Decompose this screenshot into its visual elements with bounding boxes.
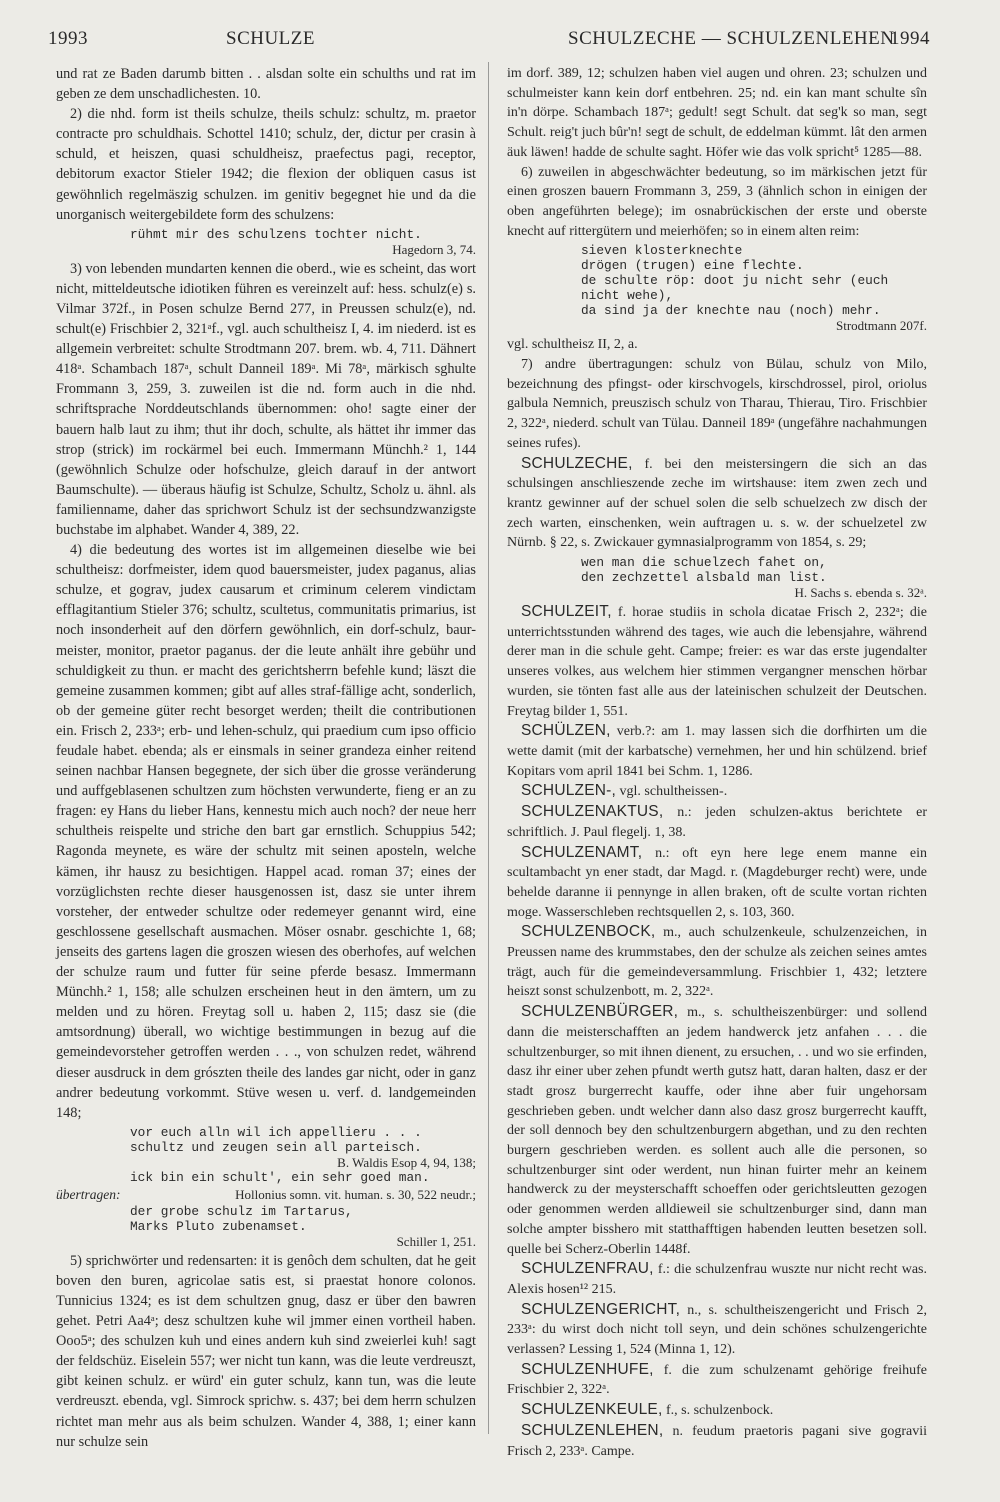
entry-body: f., s. schulzenbock. [665,1403,774,1419]
quote-line: sieven klosterknechte [581,243,743,259]
entry-headword: SCHULZENAKTUS, [521,803,664,821]
entry-body: n., s. schultheiszengericht und Frisch 2, 233ᵃ: du wirst doch nicht toll seyn, und dein schönes schulzengerichte verlassen? Lessing 1, 524 (Minna 1, 12). [507,1302,927,1358]
dictionary-entry [507,781,927,802]
entry-headword: SCHULZENBÜRGER, [521,1003,679,1021]
page-number-left: 1993 [48,28,88,49]
paragraph: vgl. schultheisz II, 2, a. [507,337,638,353]
quotation [130,227,476,257]
column-divider [488,62,489,1434]
quote-line: drögen (trugen) eine flechte. [581,258,804,274]
quotation [130,1204,476,1249]
entry-headword: SCHULZENAMT, [521,843,643,861]
quote-source: Strodtmann 207f. [836,318,927,334]
quote-line: da sind ja der knechte nau (noch) mehr. [581,303,881,319]
paragraph: 7) andre übertragungen: schulz von Bülau, schulz von Milo, bezeichnung des pfingst- oder kirschvogels, kirschdrossel, pirol, oriolus galbula Nemnich, preuszisch schulz von Tharau, Thierau, Tiro. Frischbier 2, 322ᵃ, niederd. schult van Tülau. Danneil 189ᵃ (ungefähre nachahmungen seines rufes). [507,357,927,451]
paragraph: 6) zuweilen in abgeschwächter bedeutung, so im märkischen jetzt für einen groszen bauern Frommann 3, 259, 3 (ähnlich schon in einigen der oben angeführten belege); im osnabrückischen der erste und oberste knecht auf rittergütern und meierhöfen; so in einem alten reim: [507,164,927,239]
paragraph: 2) die nhd. form ist theils schulze, theils schulz: schultz, m. praetor contracte pro schuldhais. Schottel 1410; schulz, der, dictur per crasin à schuld, et heiszen, quasi schuldheisz, praefectus pagi, receptor, debitorum exactor Stieler 1942; die flexion der obliquen casus ist gewöhnlich regelmäszig schulzen. im genitiv begegnet hie und da die unorganisch weitergebildete form des schulzens: [56,106,476,223]
entry-body: m., s. schultheiszenbürger: und sollend dann die meisterschafften an jedem handwerck jetz anfahen . . . die schultzenburger, so mit ihnen dienent, zu ersuchen, . . und wo sie erfinden, dasz ihr einer uber zehen pfundt werth gutsz hatt, daran halten, dasz er der stadt grosz burgerrecht kauffe, oder ihne aber fuir ungehorsam geschrieben geben. undt welcher dann also dasz grosz burgerrecht kaufft, der soll dennoch bey den schultzenburgern abgethan, und zu den rechten burgern geschrieben werden. es sollent auch alle die personen, so schultzenburger sint oder werdent, nun hinan fuirter mehr an keinem handwerck zu der meysterschafft schoeffen oder gerichtsleutten gezogen oder genommen werden alldieweil sie schultzenburger sind, dann man solche ampter bisshero mit statthafftigen habenden leutten besetzen soll. quelle bei Scherz-Oberlin 1448f. [507,1005,928,1257]
entry-headword: SCHULZEIT, [521,603,612,621]
quotation [581,555,927,600]
quote-line: Marks Pluto zubenamset. [130,1218,307,1234]
running-head-left: SCHULZE [226,28,315,49]
entry-body: verb.?: am 1. may lassen sich die dorfhirten um die wette damit (mit der karbatsche) vernehmen, her und hin schülzend. brief Kopitars vom april 1841 bei Schm. 1, 1286. [507,724,928,779]
quote-line: schultz und zeugen sein all parteisch. [130,1139,422,1155]
paragraph: im dorf. 389, 12; schulzen haben viel augen und ohren. 23; schulzen und schulmeister kann kein dorf entbehren. 25; nd. ein kan mant schulte sîn in'n dörpe. Schambach 187ᵃ; gedult! segt Schult. dat seg'k so man, segt Schult. reig't juch bûr'n! segt de schult, de eddelman kümmt. lât den armen äuk läwen! hadde de schulte saght. Höfer wie das volk spricht⁵ 1285—88. [507,66,927,160]
dictionary-entry [507,1002,927,1259]
entry-body: f. bei den meistersingern die sich an das schulsingen anschlieszende zeche im wirtshause: item zwen zech und krantz gewinner auf der schuel solen die selb schuelzech zw disch der zech warten, einschenken, wein auftragen u. s. w. der schuelzetel zw Nürnb. § 22, s. Zwickauer gymnasialprogramm von 1854, s. 29; [507,456,927,551]
entry-headword: SCHÜLZEN, [521,722,611,740]
entry-headword: SCHULZENKEULE, [521,1401,663,1419]
dictionary-entry [507,721,927,781]
dictionary-entry [507,1259,927,1299]
entry-headword: SCHULZEN-, [521,782,617,800]
quotation-label-row [56,1187,476,1202]
entry-body: m., auch schulzenkeule, schulzenzeichen, in Preussen name des krummstabes, den der schulze als zeichen seines amtes trägt, auch für die gemeindeversammlung. Frischbier 1, 432; letztere heiszt sonst schulzenbott, m. 2, 322ᵃ. [507,925,928,1000]
entry-body: f. die zum schulzenamt gehörige freihufe Frischbier 2, 322ᵃ. [507,1362,928,1398]
entry-body: f. horae studiis in schola dicatae Frisch 2, 232ᵃ; die unterrichtsstunden während des tages, wie auch die lebensjahre, während derer man in die schule geht. Campe; freier: es war das erste jugendalter unseres volkes, aus welchem hier stimmen vergangner menschen hörbar wurden, sie tönten fast alle aus der lateinischen schulzeit der Deutschen. Freytag bilder 1, 551. [507,605,927,719]
entry-headword: SCHULZENGERICHT, [521,1300,681,1318]
dictionary-entry [507,454,927,554]
entry-headword: SCHULZENLEHEN, [521,1421,664,1439]
paragraph: 4) die bedeutung des wortes ist im allgemeinen dieselbe wie bei schultheisz: dorfmeister, idem quod bauersmeister, judex paganus, alias schulze, et gograv, judex causarum et criminum celerem vindictam efflagitantium Stieler 376; schultz, scultetus, communitatis primarius, ist noch insonderheit auf den dörfern gewöhnlich, ein dorf-schulz, baur-meister, monitor, praetor paganus. der die leute anhält ihre gebühr und schuldigkeit zu thun. er macht des gerichtsherrn befehle kund; läszt die gemeine zusammen kommen; gibt auf alles straf-fällige acht, sonderlich, ob der gemeine güter recht besorget werden; theilt die contributionen ein. Frisch 2, 233ᵃ; erb- und lehen-schulz, qui praedium cum ipso officio feudale habet. ebenda; als er einsmals in seiner grandeza einher reitend seinen nachbar Hansen begegnete, der sich über die grosse veränderung und auffgeblasenen schultzen zum höchsten verwunderte, fieng er an zu fragen: ey Hans du lieber Hans, kennestu mich auch noch? der neue herr schultheis reispelte und striche den bart gar ernstlich. Schuppius 542; Ragonda meynete, es wäre der schultz mit seinen aposteln, welche kämen, ihr hausz zu besichtigen. Happel acad. roman 37; eines der vorzüglichsten rechte dieser hausgenossen ist, dasz sie unter ihrem vorsteher, der entweder schultze oder redemeyer genannt wird, eine geschlossene gesellschaft ausmachen. Möser osnabr. geschichte 1, 68; jenseits des gartens lagen die groszen wiesen des oberhofes, auf welchen der schulze raum und futter für seine pferde besasz. Immermann Münchh.² 1, 158; alle schulzen erscheinen heut in den ämtern, um zu melden und zu hören. Freytag soll u. haben 2, 115; dasz sie (die amtsordnung) überall, wo wichtige bestimmungen in bezug auf die gemeindevorsteher getroffen werden . . ., von schulzen redet, während dieser ausdruck in dem grószten theile des landes gar nicht, oder in ganz andrer bedeutung vorkommt. Stüve wesen u. verf. d. landgemeinden 148; [56,542,476,1121]
quotation [581,243,927,333]
dictionary-entry [507,1421,927,1461]
quote-source: B. Waldis Esop 4, 94, 138; [337,1154,476,1170]
quote-line: der grobe schulz im Tartarus, [130,1203,353,1219]
quote-source: H. Sachs s. ebenda s. 32ᵃ. [794,585,927,601]
quote-line: de schulte röp: doot ju nicht sehr (euch nicht wehe), [581,273,889,304]
quote-label: übertragen: [56,1186,121,1202]
quote-line: ick bin ein schult', ein sehr goed man. [130,1169,430,1185]
entry-headword: SCHULZENHUFE, [521,1360,654,1378]
quote-line: den zechzettel alsbald man list. [581,570,827,586]
quote-line: rühmt mir des schulzens tochter nicht. [130,226,422,242]
dictionary-entry [507,802,927,842]
right-column [507,64,927,1461]
dictionary-entry [507,602,927,721]
entry-body: vgl. schultheissen-. [619,784,728,800]
page-number-right: 1994 [890,28,930,49]
entry-headword: SCHULZECHE, [521,454,633,472]
dictionary-entry [507,1300,927,1360]
quote-source: Schiller 1, 251. [396,1233,476,1249]
dictionary-entry [507,1400,927,1421]
entry-body: n.: jeden schulzen-aktus berichtete er schriftlich. J. Paul flegelj. 1, 38. [507,805,928,840]
paragraph: 5) sprichwörter und redensarten: it is genôch dem schulten, dat he geit boven den buren, agricolae satis est, si praestat honore colonos. Tunnicius 1324; es ist dem schultzen gnug, dasz er über den bawren gehet. Petri Aa4ᵃ; desz schultzen kuhe wil jmmer einen vortheil haben. Ooo5ᵃ; des schulzen kuh und eines andern kuh sind zweierlei kuh! sagt der feldschüz. Eiselein 557; wer nicht tun kann, was die leute verdreuszt, gibt keinen schulz. er würd' ein guter schulz, kann tun, was die leute verdreuszt. ebenda, vgl. Simrock sprichw. s. 437; bei dem herrn schulzen richtet man mehr aus als beim schulzen. Wander 4, 388, 1; einer kann nur schulze sein [56,1252,476,1450]
quotation [130,1125,476,1185]
running-head-right: SCHULZECHE — SCHULZENLEHEN [568,28,895,49]
left-column [56,64,476,1452]
dictionary-entry [507,843,927,923]
entry-headword: SCHULZENFRAU, [521,1260,654,1278]
quote-line: vor euch alln wil ich appellieru . . . [130,1124,422,1140]
entry-body: n.: oft eyn here lege enem manne ein scultambacht yn ener stadt, dar Magd. r. (Magdeburger recht) were, unde behelde daranne ii pennynge in allen braken, oft de sculte vortan richten moge. Wasserschleben rechtsquellen 2, s. 103, 360. [507,845,927,920]
entry-body: f.: die schulzenfrau wuszte nur nicht recht was. Alexis hosen¹² 215. [507,1262,928,1297]
paragraph: 3) von lebenden mundarten kennen die oberd., wie es scheint, das wort nicht, mitteldeutsche idiotiken führen es vereinzelt auf: hess. schulz(e) s. Vilmar 372f., in Posen schulze Bernd 277, in Preussen schulz(e), nd. schult(e) Frischbier 2, 321ᵃf., vgl. auch schultheisz I, 4. im niederd. ist es allgemein verbreitet: schulte Strodtmann 207. brem. wb. 4, 711. Dähnert 418ᵃ. Schambach 187ᵃ, schult Danneil 189ᵃ. Mi 78ᵃ, märkisch sghulte Frommann 3, 259, 3. zuweilen ist die nd. form auch in die nhd. schriftsprache Norddeutschlands übernommen: oho! sagte einer der bauern halb laut zu ihm; thut ihr doch, schulte, als hättet ihr immer das strop (strick) im rockärmel bei euch. Immermann Münchh.² 1, 144 (gewöhnlich Schulze oder hofschulze, gleich darauf in der antwort Baumschulte). — überaus häufig ist Schulze, Schultz, Scholz u. ähnl. als familienname, daher das sprichwort Schulz ist der sechsundzwanzigste buchstabe im alphabet. Wander 4, 389, 22. [56,260,476,538]
paragraph: und rat ze Baden darumb bitten . . alsdan solte ein schulths und rat im geben ze dem unschadlichesten. 10. [56,66,476,103]
quote-source: Hagedorn 3, 74. [392,241,476,257]
quote-line: wen man die schuelzech fahet on, [581,555,827,571]
entry-headword: SCHULZENBOCK, [521,923,656,941]
dictionary-entry [507,922,927,1002]
page-header [48,28,930,58]
entry-body: n. feudum praetoris pagani sive gogravii Frisch 2, 233ᵃ. Campe. [507,1423,927,1459]
quote-source: Hollonius somn. vit. human. s. 30, 522 neudr.; [235,1186,476,1202]
dictionary-entry [507,1360,927,1400]
